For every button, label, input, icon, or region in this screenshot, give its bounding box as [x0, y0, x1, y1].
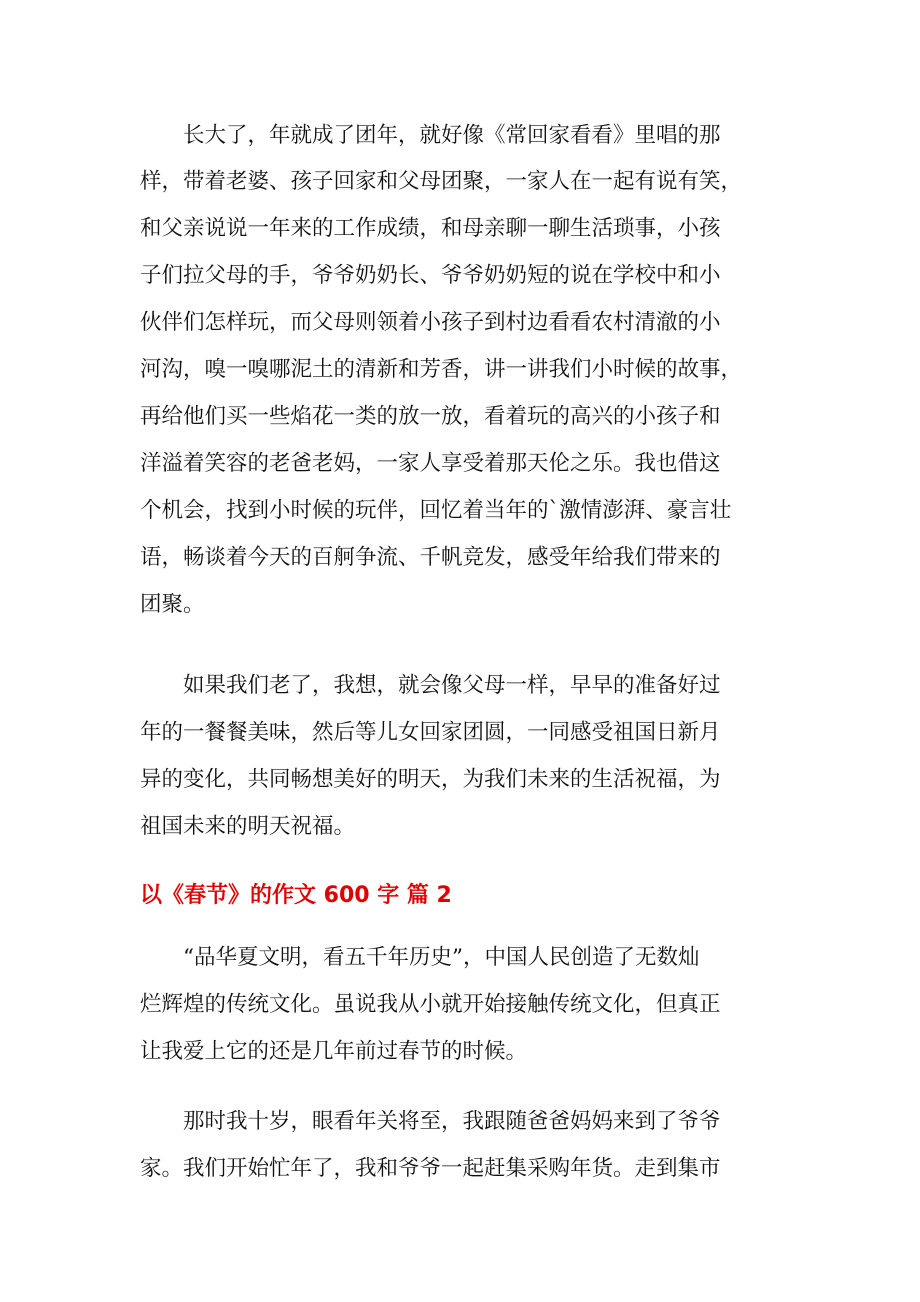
paragraph-line: 团聚。	[140, 592, 205, 617]
paragraph-line: 祖国未来的明天祝福。	[140, 814, 356, 839]
paragraph-line: 让我爱上它的还是几年前过春节的时候。	[140, 1039, 528, 1064]
paragraph-line: 那时我十岁，眼看年关将至，我跟随爸爸妈妈来到了爷爷	[183, 1109, 721, 1134]
paragraph-line: 年的一餐餐美味，然后等儿女回家团圆，一同感受祖国日新月	[140, 720, 721, 745]
paragraph-line: 河沟，嗅一嗅哪泥土的清新和芳香，讲一讲我们小时候的故事，	[140, 357, 743, 382]
paragraph-line: 洋溢着笑容的老爸老妈，一家人享受着那天伦之乐。我也借这	[140, 451, 721, 476]
paragraph-line: 长大了，年就成了团年，就好像《常回家看看》里唱的那	[183, 123, 721, 148]
paragraph-line: 家。我们开始忙年了，我和爷爷一起赶集采购年货。走到集市	[140, 1156, 721, 1181]
paragraph-line: 如果我们老了，我想，就会像父母一样，早早的准备好过	[183, 673, 721, 698]
paragraph-line: 语，畅谈着今天的百舸争流、千帆竞发，感受年给我们带来的	[140, 545, 721, 570]
paragraph-line: 样，带着老婆、孩子回家和父母团聚，一家人在一起有说有笑，	[140, 169, 743, 194]
paragraph-line: “品华夏文明，看五千年历史”，中国人民创造了无数灿	[183, 945, 700, 970]
paragraph-line: 伙伴们怎样玩，而父母则领着小孩子到村边看看农村清澈的小	[140, 310, 721, 335]
paragraph-line: 子们拉父母的手，爷爷奶奶长、爷爷奶奶短的说在学校中和小	[140, 263, 721, 288]
paragraph-line: 再给他们买一些焰花一类的放一放，看着玩的高兴的小孩子和	[140, 404, 721, 429]
section-heading: 以《春节》的作文 600 字 篇 2	[140, 883, 452, 908]
paragraph-line: 异的变化，共同畅想美好的明天，为我们未来的生活祝福，为	[140, 767, 721, 792]
paragraph-line: 和父亲说说一年来的工作成绩，和母亲聊一聊生活琐事，小孩	[140, 216, 721, 241]
paragraph-line: 烂辉煌的传统文化。虽说我从小就开始接触传统文化，但真正	[140, 992, 721, 1017]
paragraph-line: 个机会，找到小时候的玩伴，回忆着当年的`激情澎湃、豪言壮	[140, 498, 732, 523]
